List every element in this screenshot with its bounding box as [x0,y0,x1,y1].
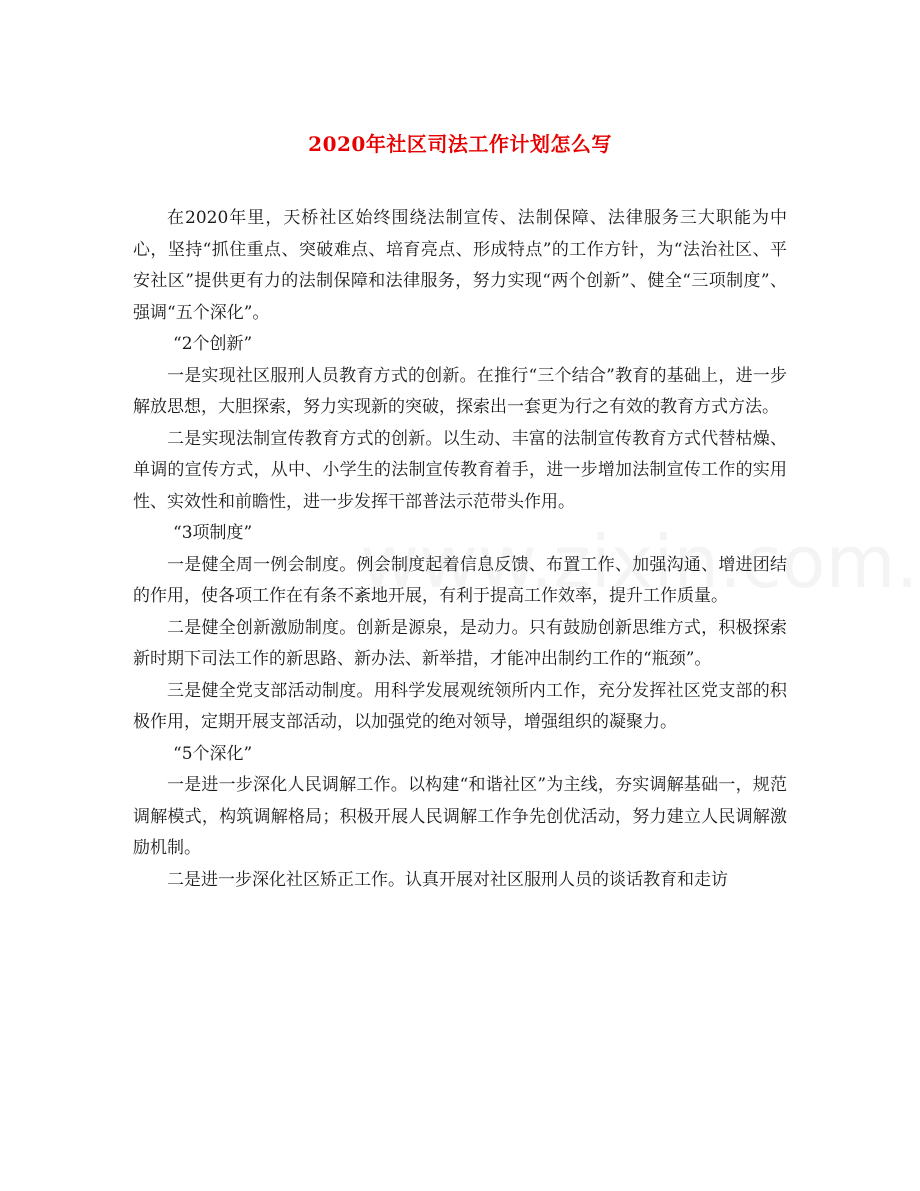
paragraph-system-3: 三是健全党支部活动制度。用科学发展观统领所内工作，充分发挥社区党支部的积极作用，定期开展支部活动，以加强党的绝对领导，增强组织的凝聚力。 [133,680,787,732]
paragraph-innovation-2: 二是实现法制宣传教育方式的创新。以生动、丰富的法制宣传教育方式代替枯燥、单调的宣传方式，从中、小学生的法制宣传教育着手，进一步增加法制宣传工作的实用性、实效性和前瞻性，进一步发挥干部普法示范带头作用。 [133,428,787,512]
paragraph-innovation-1: 一是实现社区服刑人员教育方式的创新。在推行“三个结合”教育的基础上，进一步解放思想，大胆探索，努力实现新的突破，探索出一套更为行之有效的教育方式方法。 [133,365,787,417]
page-title: 2020年社区司法工作计划怎么写 [308,132,612,156]
paragraph-system-1: 一是健全周一例会制度。例会制度起着信息反馈、布置工作、加强沟通、增进团结的作用，使各项工作在有条不紊地开展，有利于提高工作效率，提升工作质量。 [133,554,787,606]
paragraph-system-2: 二是健全创新激励制度。创新是源泉，是动力。只有鼓励创新思维方式，积极探索新时期下司法工作的新思路、新办法、新举措，才能冲出制约工作的“瓶颈”。 [133,617,787,669]
section-heading-systems: “3项制度” [173,523,253,543]
section-heading-deepening: “5个深化” [173,743,253,764]
paragraph-deepening-1: 一是进一步深化人民调解工作。以构建“和谐社区”为主线，夯实调解基础一，规范调解模式，构筑调解格局；积极开展人民调解工作争先创优活动，努力建立人民调解激励机制。 [133,775,787,858]
paragraph-intro: 在2020年里，天桥社区始终围绕法制宣传、法制保障、法律服务三大职能为中心，坚持“抓住重点、突破难点、培育亮点、形成特点”的工作方针，为“法治社区、平安社区”提供更有力的法制保障和法律服务，努力实现“两个创新”、健全“三项制度”、强调“五个深化”。 [133,208,787,323]
paragraph-deepening-2: 二是进一步深化社区矫正工作。认真开展对社区服刑人员的谈话教育和走访 [167,869,728,890]
section-heading-innovations: “2个创新” [173,334,253,354]
document-body [133,203,787,896]
